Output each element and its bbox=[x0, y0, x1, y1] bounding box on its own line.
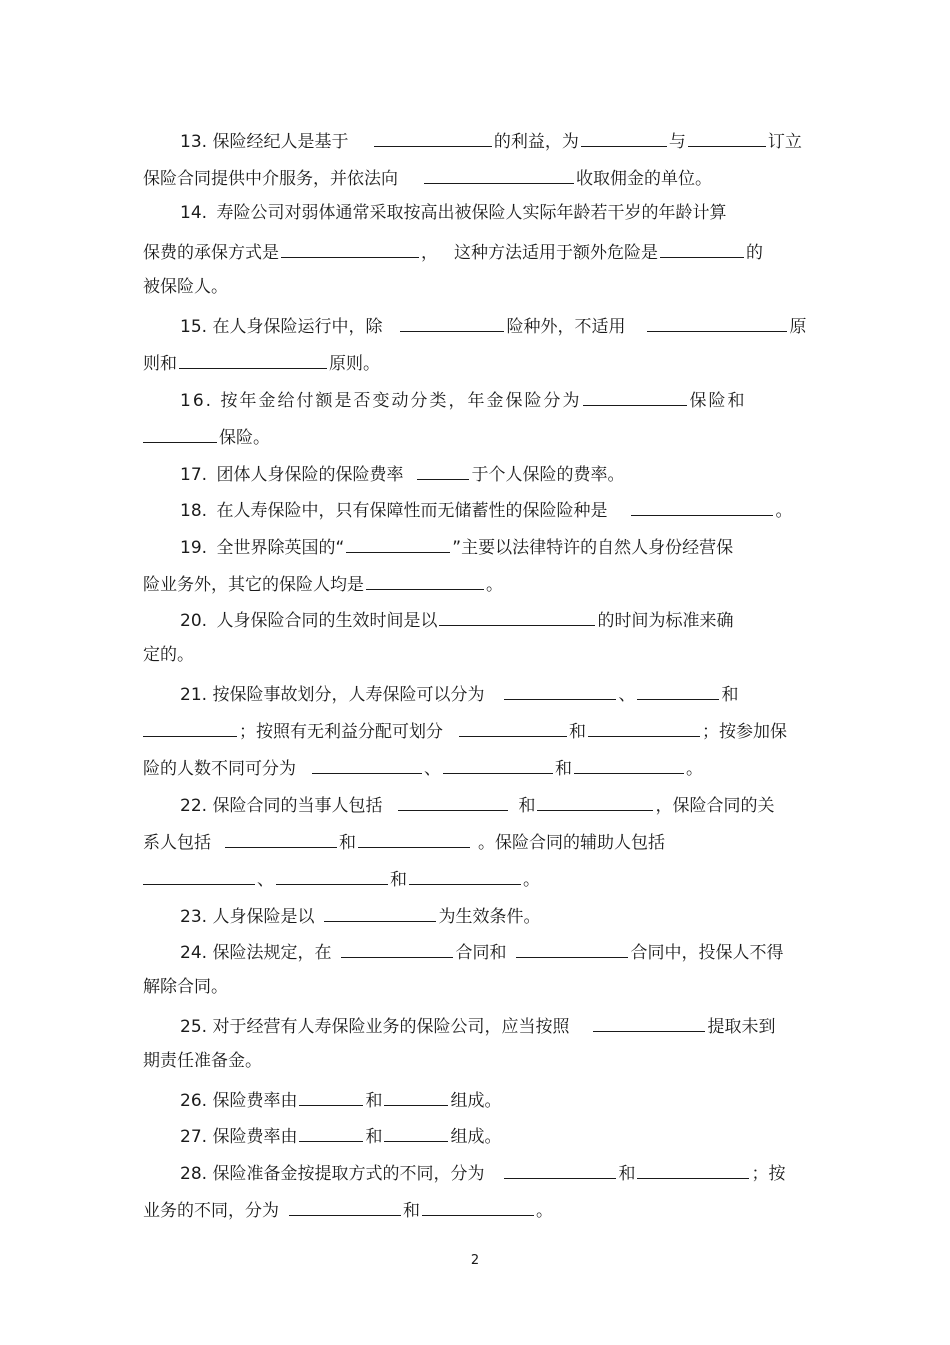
fill-in-blank[interactable] bbox=[593, 1013, 705, 1032]
question-text: ， bbox=[421, 243, 438, 263]
question-text: 和 bbox=[403, 1201, 420, 1221]
question-16-line-1 bbox=[180, 387, 746, 411]
question-text: 。 bbox=[775, 501, 793, 521]
question-text: 和 bbox=[518, 796, 536, 816]
question-text: 、 bbox=[424, 759, 441, 779]
fill-in-blank[interactable] bbox=[400, 313, 504, 332]
fill-in-blank[interactable] bbox=[409, 866, 521, 885]
question-number: 16. bbox=[180, 391, 214, 411]
fill-in-blank[interactable] bbox=[583, 387, 687, 406]
fill-in-blank[interactable] bbox=[384, 1087, 448, 1106]
question-text: 被保险人。 bbox=[143, 277, 228, 297]
question-text: 寿险公司对弱体通常采取按高出被保险人实际年龄若干岁的年龄计算 bbox=[216, 203, 727, 223]
question-text: 的利益，为 bbox=[493, 132, 579, 152]
question-15-line-2 bbox=[143, 350, 380, 374]
question-28-line-2 bbox=[143, 1197, 553, 1221]
question-15-line-1 bbox=[180, 313, 806, 337]
question-text: 订立 bbox=[767, 132, 802, 152]
fill-in-blank[interactable] bbox=[384, 1123, 448, 1142]
question-text: 的时间为标准来确 bbox=[597, 611, 734, 631]
fill-in-blank[interactable] bbox=[312, 755, 422, 774]
question-text: 团体人身保险的保险费率 bbox=[216, 465, 404, 485]
fill-in-blank[interactable] bbox=[574, 755, 684, 774]
question-text: 的 bbox=[746, 243, 763, 263]
question-number: 21. bbox=[180, 685, 208, 705]
question-text: 人身保险合同的生效时间是以 bbox=[216, 611, 438, 631]
question-text: 保险费率由 bbox=[212, 1091, 298, 1111]
fill-in-blank[interactable] bbox=[366, 571, 484, 590]
fill-in-blank[interactable] bbox=[358, 829, 470, 848]
question-text: 组成。 bbox=[450, 1127, 502, 1147]
question-text: ；按 bbox=[751, 1164, 786, 1184]
question-text: 保险。 bbox=[219, 428, 270, 448]
fill-in-blank[interactable] bbox=[504, 681, 616, 700]
question-number: 24. bbox=[180, 943, 208, 963]
fill-in-blank[interactable] bbox=[637, 681, 719, 700]
question-text: 和 bbox=[365, 1091, 383, 1111]
question-text: 险业务外，其它的保险人均是 bbox=[143, 575, 364, 595]
fill-in-blank[interactable] bbox=[324, 903, 436, 922]
question-14-line-2 bbox=[143, 239, 763, 263]
fill-in-blank[interactable] bbox=[688, 128, 766, 147]
question-21-line-3 bbox=[143, 755, 703, 779]
question-text: 在人身保险运行中，除 bbox=[212, 317, 383, 337]
question-text: 定的。 bbox=[143, 645, 194, 665]
question-17-line-1 bbox=[180, 461, 624, 485]
question-text: 系人包括 bbox=[143, 833, 211, 853]
question-text: 。 bbox=[536, 1201, 553, 1221]
question-text: 保险经纪人是基于 bbox=[212, 132, 349, 152]
question-text: 。保险合同的辅助人包括 bbox=[478, 833, 665, 853]
question-text: 业务的不同，分为 bbox=[143, 1201, 279, 1221]
fill-in-blank[interactable] bbox=[504, 1160, 616, 1179]
question-text: 原则。 bbox=[329, 354, 380, 374]
question-20-line-2 bbox=[143, 644, 194, 668]
fill-in-blank[interactable] bbox=[276, 866, 388, 885]
fill-in-blank[interactable] bbox=[346, 534, 450, 553]
fill-in-blank[interactable] bbox=[299, 1123, 363, 1142]
question-text: 在人寿保险中，只有保障性而无储蓄性的保险险种是 bbox=[216, 501, 608, 521]
fill-in-blank[interactable] bbox=[281, 239, 419, 258]
fill-in-blank[interactable] bbox=[459, 718, 567, 737]
question-text: 和 bbox=[721, 685, 739, 705]
question-text: ”主要以法律特许的自然人身份经营保 bbox=[452, 538, 734, 558]
question-23-line-1 bbox=[180, 903, 540, 927]
question-14-line-1 bbox=[180, 202, 726, 226]
question-26-line-1 bbox=[180, 1087, 501, 1111]
fill-in-blank[interactable] bbox=[143, 424, 217, 443]
question-text: 险的人数不同可分为 bbox=[143, 759, 296, 779]
fill-in-blank[interactable] bbox=[417, 461, 469, 480]
question-text: 和 bbox=[365, 1127, 383, 1147]
question-text: 期责任准备金。 bbox=[143, 1051, 262, 1071]
question-text: ；按参加保 bbox=[702, 722, 787, 742]
question-text: 原 bbox=[789, 317, 807, 337]
fill-in-blank[interactable] bbox=[443, 755, 553, 774]
question-text: 组成。 bbox=[450, 1091, 502, 1111]
question-text: 和 bbox=[555, 759, 572, 779]
fill-in-blank[interactable] bbox=[299, 1087, 363, 1106]
question-text: 收取佣金的单位。 bbox=[576, 169, 712, 189]
question-24-line-2 bbox=[143, 976, 228, 1000]
question-27-line-1 bbox=[180, 1123, 501, 1147]
question-number: 14. bbox=[180, 203, 208, 223]
question-text: 则和 bbox=[143, 354, 177, 374]
question-21-line-1 bbox=[180, 681, 738, 705]
question-text: 。 bbox=[486, 575, 503, 595]
fill-in-blank[interactable] bbox=[143, 866, 255, 885]
question-text: 提取未到 bbox=[707, 1017, 776, 1037]
question-text: 和 bbox=[569, 722, 586, 742]
question-text: 险种外，不适用 bbox=[506, 317, 626, 337]
question-text: 和 bbox=[390, 870, 407, 890]
question-text: 保险法规定，在 bbox=[212, 943, 332, 963]
question-text: ，保险合同的关 bbox=[655, 796, 775, 816]
question-25-line-1 bbox=[180, 1013, 775, 1037]
question-text: 。 bbox=[686, 759, 703, 779]
question-text: 保险准备金按提取方式的不同，分为 bbox=[212, 1164, 485, 1184]
question-text: 合同和 bbox=[455, 943, 507, 963]
fill-in-blank[interactable] bbox=[537, 792, 653, 811]
question-13-line-1 bbox=[180, 128, 802, 152]
question-number: 18. bbox=[180, 501, 208, 521]
question-text: 解除合同。 bbox=[143, 977, 228, 997]
question-text: 。 bbox=[523, 870, 540, 890]
question-21-line-2 bbox=[143, 718, 787, 742]
question-number: 19. bbox=[180, 538, 208, 558]
fill-in-blank[interactable] bbox=[143, 718, 237, 737]
fill-in-blank[interactable] bbox=[398, 792, 508, 811]
fill-in-blank[interactable] bbox=[422, 1197, 534, 1216]
question-text: 合同中，投保人不得 bbox=[630, 943, 784, 963]
question-number: 22. bbox=[180, 796, 208, 816]
question-16-line-2 bbox=[143, 424, 270, 448]
fill-in-blank[interactable] bbox=[581, 128, 667, 147]
question-text: 对于经营有人寿保险业务的保险公司，应当按照 bbox=[212, 1017, 570, 1037]
question-text: 和 bbox=[339, 833, 356, 853]
fill-in-blank[interactable] bbox=[179, 350, 327, 369]
question-18-line-1 bbox=[180, 497, 792, 521]
question-14-line-3 bbox=[143, 276, 228, 300]
question-text: 保险合同的当事人包括 bbox=[212, 796, 383, 816]
fill-in-blank[interactable] bbox=[637, 1160, 749, 1179]
question-text: 、 bbox=[618, 685, 636, 705]
fill-in-blank[interactable] bbox=[341, 939, 453, 958]
question-text: 于个人保险的费率。 bbox=[471, 465, 625, 485]
question-20-line-1 bbox=[180, 607, 733, 631]
question-number: 27. bbox=[180, 1127, 208, 1147]
question-number: 25. bbox=[180, 1017, 208, 1037]
question-22-line-2 bbox=[143, 829, 665, 853]
question-13-line-2 bbox=[143, 165, 712, 189]
question-text: 保费的承保方式是 bbox=[143, 243, 279, 263]
question-text: ；按照有无利益分配可划分 bbox=[239, 722, 443, 742]
question-text: 与 bbox=[668, 132, 686, 152]
question-19-line-2 bbox=[143, 571, 503, 595]
question-28-line-1 bbox=[180, 1160, 785, 1184]
fill-in-blank[interactable] bbox=[516, 939, 628, 958]
question-text: 按保险事故划分，人寿保险可以分为 bbox=[212, 685, 485, 705]
page-number: 2 bbox=[470, 1253, 480, 1268]
question-19-line-1 bbox=[180, 534, 733, 558]
fill-in-blank[interactable] bbox=[289, 1197, 401, 1216]
question-text: 保险和 bbox=[689, 391, 747, 411]
question-number: 17. bbox=[180, 465, 208, 485]
question-text: 保险费率由 bbox=[212, 1127, 298, 1147]
question-22-line-1 bbox=[180, 792, 774, 816]
question-text: 全世界除英国的“ bbox=[216, 538, 345, 558]
fill-in-blank[interactable] bbox=[588, 718, 700, 737]
fill-in-blank[interactable] bbox=[374, 128, 492, 147]
question-text: 按年金给付额是否变动分类，年金保险分为 bbox=[220, 391, 582, 411]
question-text: 为生效条件。 bbox=[438, 907, 541, 927]
question-text: 、 bbox=[257, 870, 274, 890]
fill-in-blank[interactable] bbox=[225, 829, 337, 848]
fill-in-blank[interactable] bbox=[647, 313, 787, 332]
fill-in-blank[interactable] bbox=[660, 239, 744, 258]
question-number: 13. bbox=[180, 132, 208, 152]
question-text: 保险合同提供中介服务，并依法向 bbox=[143, 169, 398, 189]
question-22-line-3 bbox=[143, 866, 540, 890]
question-24-line-1 bbox=[180, 939, 783, 963]
question-number: 15. bbox=[180, 317, 208, 337]
fill-in-blank[interactable] bbox=[439, 607, 595, 626]
question-text: 人身保险是以 bbox=[212, 907, 315, 927]
question-number: 26. bbox=[180, 1091, 208, 1111]
fill-in-blank[interactable] bbox=[631, 497, 773, 516]
question-text: 这种方法适用于额外危险是 bbox=[454, 243, 658, 263]
question-number: 23. bbox=[180, 907, 208, 927]
question-text: 和 bbox=[618, 1164, 636, 1184]
question-number: 28. bbox=[180, 1164, 208, 1184]
question-25-line-2 bbox=[143, 1050, 262, 1074]
fill-in-blank[interactable] bbox=[424, 165, 574, 184]
question-number: 20. bbox=[180, 611, 208, 631]
